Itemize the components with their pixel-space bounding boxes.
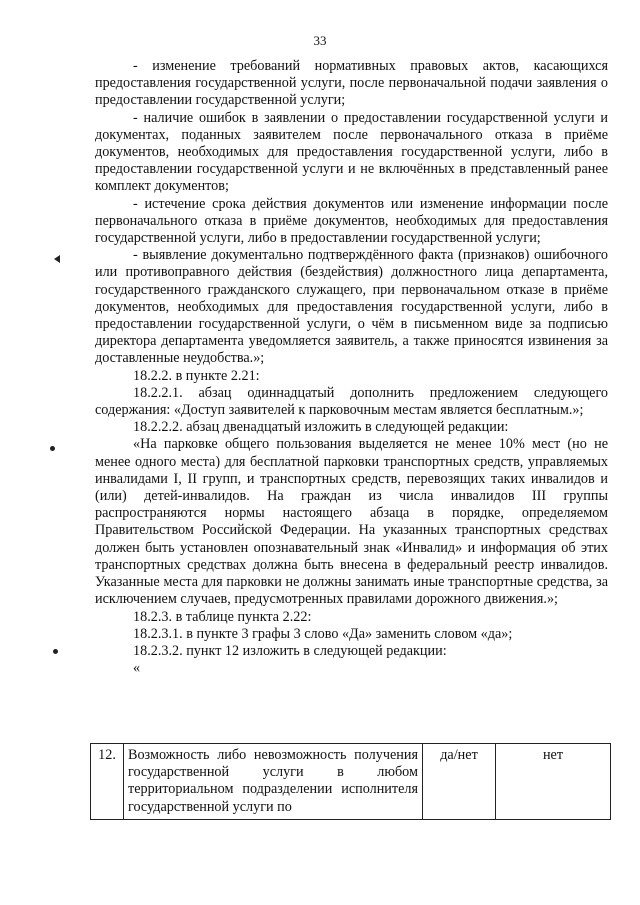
margin-mark <box>50 446 55 451</box>
table-row <box>91 744 611 820</box>
paragraph: - выявление документально подтверждённого факта (признаков) ошибочного или противоправного действия (бездействия) должностного лица департамента, государственного гражданского служащего, при первоначальном отказе в приёме документов, необходимых для предоставления государственной услуги, либо в предоставлении государственной услуги, о чём в письменном виде за подписью директора департамента уведомляется заявитель, а также приносятся извинения за доставленные неудобства.»; <box>95 247 608 367</box>
paragraph: 18.2.3. в таблице пункта 2.22: <box>133 608 312 625</box>
margin-mark <box>53 649 58 654</box>
paragraph: 18.2.3.2. пункт 12 изложить в следующей редакции: <box>133 642 447 659</box>
row-description: Возможность либо невозможность получения государственной услуги в любом территориальном подразделении исполнителя государственной услуги по <box>124 744 423 820</box>
document-body <box>95 58 608 677</box>
paragraph: - изменение требований нормативных правовых актов, касающихся предоставления государственной услуги, после первоначальной подачи заявления о предоставлении государственной услуги; <box>95 58 608 109</box>
row-value: да/нет <box>423 744 496 820</box>
paragraph: 18.2.2.1. абзац одиннадцатый дополнить предложением следующего содержания: «Доступ заявителей к парковочным местам является бесплатным.»; <box>95 384 608 419</box>
row-value-2: нет <box>496 744 611 820</box>
requirements-table <box>90 743 611 820</box>
paragraph: - истечение срока действия документов или изменение информации после первоначального отказа в приёме документов, необходимых для предоставления государственной услуги, либо в предоставлении государственной услуги; <box>95 195 608 247</box>
row-number: 12. <box>91 744 124 820</box>
paragraph: - наличие ошибок в заявлении о предоставлении государственной услуги и документах, поданных заявителем после первоначального отказа в приёме документов, необходимых для предоставления государственной услуги, либо в предоставлении государственной услуги и не включённых в представленный ранее комплект документов; <box>95 109 608 195</box>
paragraph: 18.2.2.2. абзац двенадцатый изложить в следующей редакции: <box>133 419 509 436</box>
margin-mark <box>54 255 60 263</box>
page-number: 33 <box>313 33 327 48</box>
paragraph: 18.2.3.1. в пункте 3 графы 3 слово «Да» заменить словом «да»; <box>133 625 513 642</box>
paragraph: 18.2.2. в пункте 2.21: <box>133 367 260 384</box>
paragraph: «На парковке общего пользования выделяется не менее 10% мест (но не менее одного места) для бесплатной парковки транспортных средств, управляемых инвалидами I, II групп, и транспортных средств, перевозящих таких инвалидов и (или) детей-инвалидов. На граждан из числа инвалидов III группы распространяются нормы настоящего абзаца в порядке, определяемом Правительством Российской Федерации. На указанных транспортных средствах должен быть установлен опознавательный знак «Инвалид» и информация об этих транспортных средствах должна быть внесена в федеральный реестр инвалидов. Указанные места для парковки не должны занимать иные транспортные средства, за исключением случаев, предусмотренных правилами дорожного движения.»; <box>95 436 608 608</box>
quote-mark: « <box>133 660 141 677</box>
